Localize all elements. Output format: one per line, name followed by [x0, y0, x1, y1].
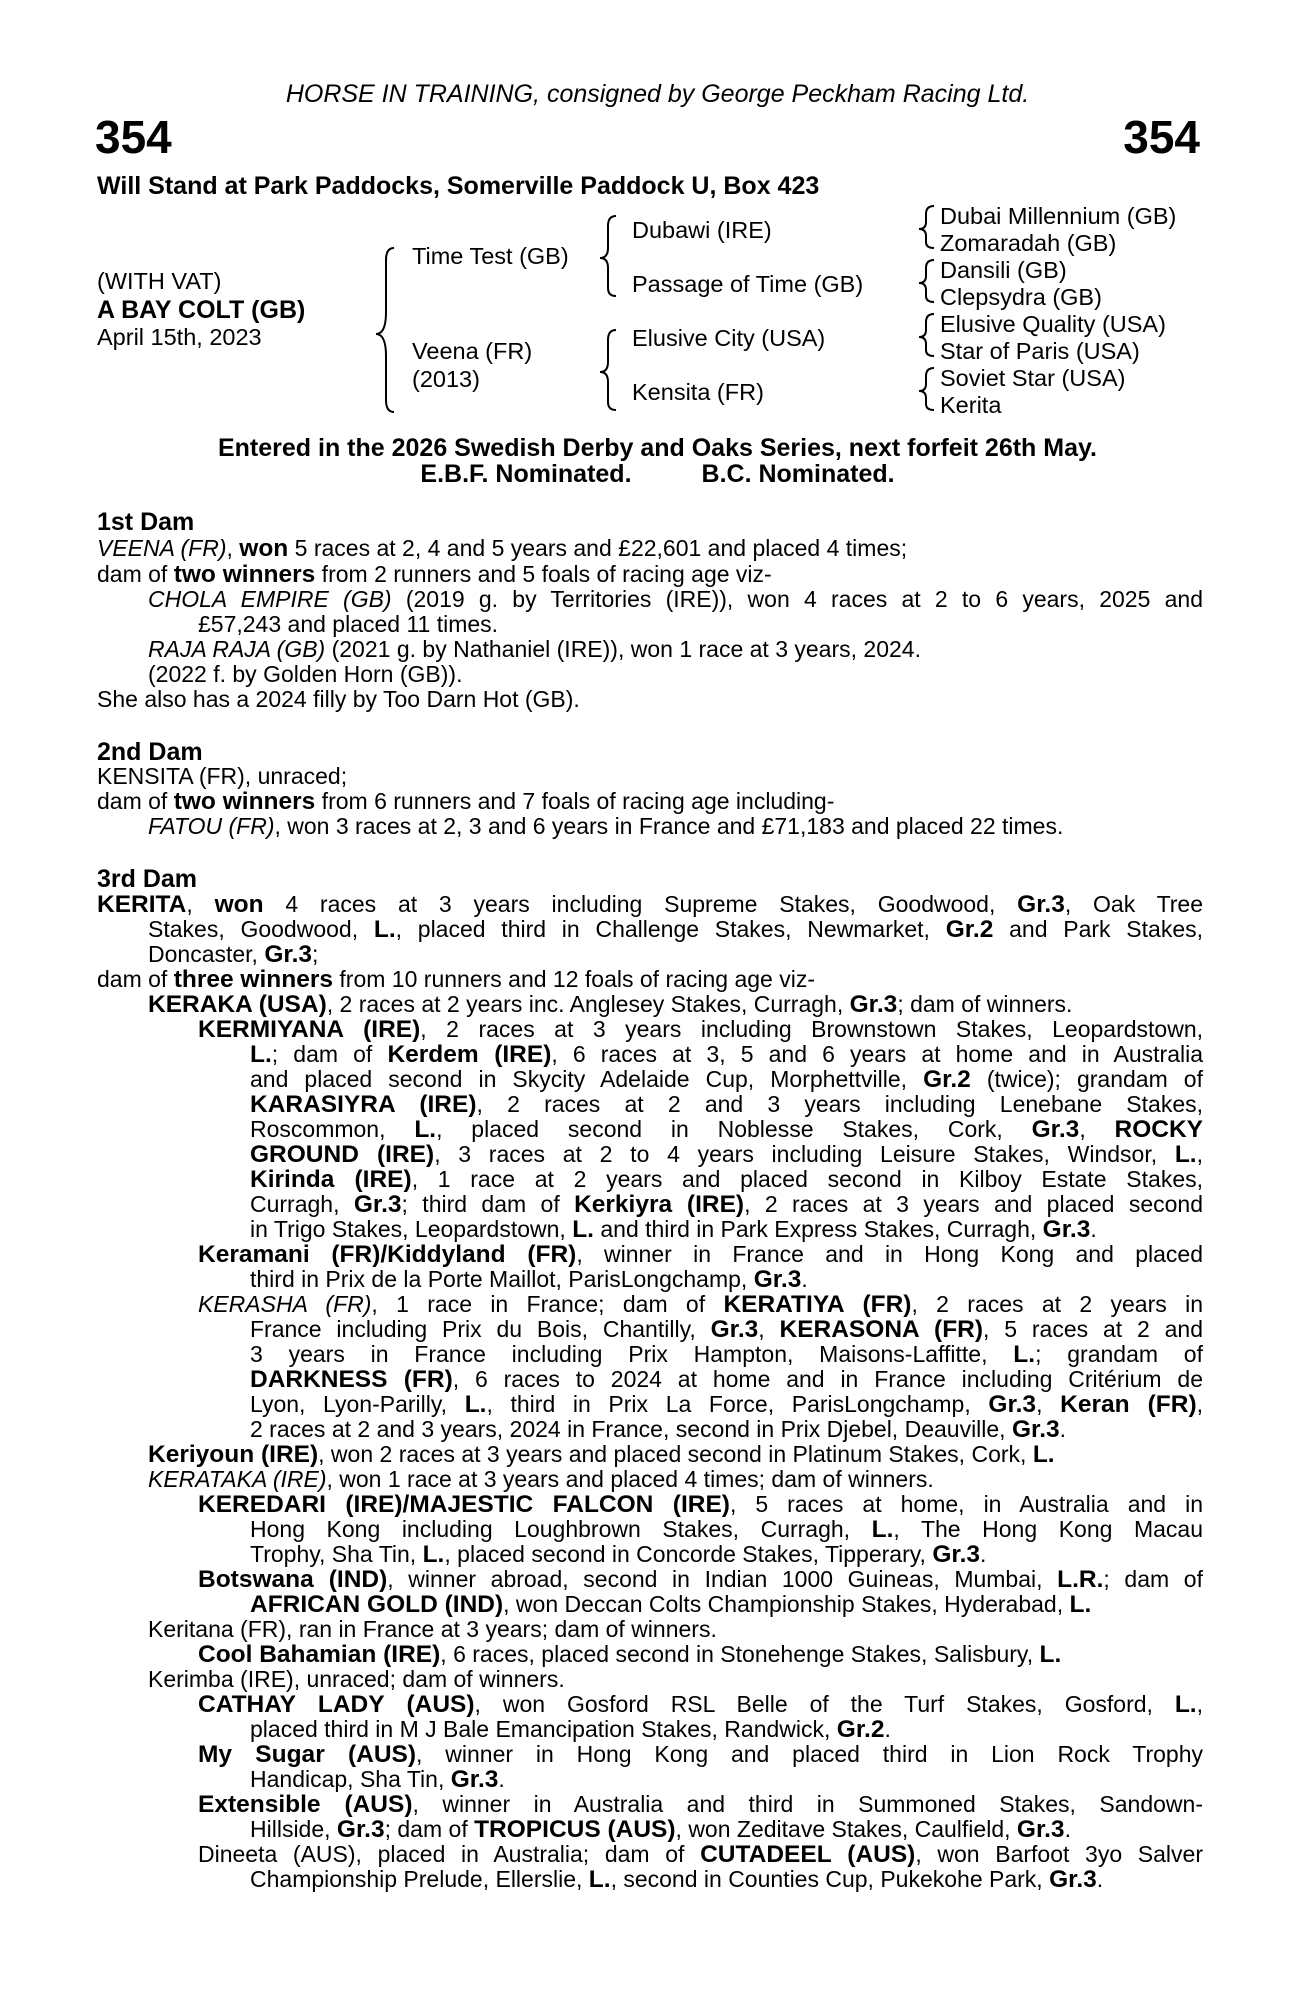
- third-dam-line-28: Botswana (IND), winner abroad, second in Indian 1000 Guineas, Mumbai, L.R.; dam of: [198, 1566, 1203, 1593]
- third-dam-line-23: Keriyoun (IRE), won 2 races at 3 years and placed second in Platinum Stakes, Cork, L.: [148, 1441, 1055, 1468]
- third-dam-line-32: Kerimba (IRE), unraced; dam of winners.: [148, 1666, 565, 1692]
- third-dam-line-20: DARKNESS (FR), 6 races to 2024 at home and in France including Critérium de: [250, 1366, 1203, 1393]
- first-dam-line-5: RAJA RAJA (GB) (2021 g. by Nathaniel (IRE)), won 1 race at 3 years, 2024.: [148, 636, 921, 662]
- sire: Time Test (GB): [412, 243, 569, 269]
- third-dam-line-31: Cool Bahamian (IRE), 6 races, placed second in Stonehenge Stakes, Salisbury, L.: [198, 1641, 1062, 1668]
- sire-dam: Passage of Time (GB): [632, 271, 864, 297]
- stand-location: Will Stand at Park Paddocks, Somerville Paddock U, Box 423: [97, 172, 820, 200]
- horse-name: A BAY COLT (GB): [97, 296, 306, 324]
- third-dam-line-18: France including Prix du Bois, Chantilly, Gr.3, KERASONA (FR), 5 races at 2 and: [250, 1316, 1203, 1343]
- third-dam-line-30: Keritana (FR), ran in France at 3 years; dam of winners.: [148, 1616, 717, 1642]
- granddam-8: Kerita: [940, 392, 1002, 418]
- third-dam-line-9: KARASIYRA (IRE), 2 races at 2 and 3 years including Lenebane Stakes,: [250, 1091, 1203, 1118]
- first-dam-line-3: CHOLA EMPIRE (GB) (2019 g. by Territories (IRE)), won 4 races at 2 to 6 years, 2025 and: [148, 586, 1203, 612]
- third-dam-line-3: Doncaster, Gr.3;: [148, 941, 319, 968]
- third-dam-line-12: Kirinda (IRE), 1 race at 2 years and placed second in Kilboy Estate Stakes,: [250, 1166, 1203, 1193]
- consignor-line: HORSE IN TRAINING, consigned by George Peckham Racing Ltd.: [285, 80, 1030, 108]
- second-dam-line-1: KENSITA (FR), unraced;: [97, 763, 348, 789]
- third-dam-line-1: KERITA, won 4 races at 3 years including Supreme Stakes, Goodwood, Gr.3, Oak Tree: [97, 891, 1204, 918]
- third-dam-line-27: Trophy, Sha Tin, L., placed second in Concorde Stakes, Tipperary, Gr.3.: [250, 1541, 987, 1568]
- third-dam-line-34: placed third in M J Bale Emancipation Stakes, Randwick, Gr.2.: [250, 1716, 891, 1743]
- lot-number-left: 354: [95, 111, 172, 163]
- third-dam-line-40: Championship Prelude, Ellerslie, L., second in Counties Cup, Pukekohe Park, Gr.3.: [250, 1866, 1104, 1893]
- granddam-6: Star of Paris (USA): [940, 338, 1140, 364]
- dam: Veena (FR): [412, 338, 533, 364]
- grandsire-3: Dansili (GB): [940, 257, 1067, 283]
- third-dam-line-15: Keramani (FR)/Kiddyland (FR), winner in France and in Hong Kong and placed: [198, 1241, 1203, 1268]
- third-dam-line-39: Dineeta (AUS), placed in Australia; dam of CUTADEEL (AUS), won Barfoot 3yo Salver: [198, 1841, 1203, 1868]
- granddam-2: Zomaradah (GB): [940, 230, 1117, 256]
- first-dam-line-2: dam of two winners from 2 runners and 5 foals of racing age viz-: [97, 561, 772, 588]
- third-dam-line-10: Roscommon, L., placed second in Noblesse Stakes, Cork, Gr.3, ROCKY: [250, 1116, 1204, 1143]
- first-dam-line-4: £57,243 and placed 11 times.: [198, 611, 499, 637]
- first-dam-line-7: She also has a 2024 filly by Too Darn Hot (GB).: [97, 686, 580, 712]
- bc-nominated: B.C. Nominated.: [701, 460, 895, 488]
- second-dam-line-3: FATOU (FR), won 3 races at 2, 3 and 6 years in France and £71,183 and placed 22 times.: [148, 813, 1064, 839]
- grandsire-7: Soviet Star (USA): [940, 365, 1126, 391]
- third-dam-heading: 3rd Dam: [97, 865, 198, 893]
- third-dam-line-37: Extensible (AUS), winner in Australia and third in Summoned Stakes, Sandown-: [198, 1791, 1203, 1818]
- third-dam-line-8: and placed second in Skycity Adelaide Cup, Morphettville, Gr.2 (twice); grandam of: [250, 1066, 1203, 1093]
- first-dam-line-1: VEENA (FR), won 5 races at 2, 4 and 5 years and £22,601 and placed 4 times;: [97, 535, 908, 562]
- grandsire-1: Dubai Millennium (GB): [940, 203, 1177, 229]
- third-dam-line-6: KERMIYANA (IRE), 2 races at 3 years including Brownstown Stakes, Leopardstown,: [198, 1016, 1203, 1043]
- dam-sire: Elusive City (USA): [632, 325, 826, 351]
- third-dam-line-14: in Trigo Stakes, Leopardstown, L. and third in Park Express Stakes, Curragh, Gr.3.: [250, 1216, 1097, 1243]
- third-dam-line-33: CATHAY LADY (AUS), won Gosford RSL Belle of the Turf Stakes, Gosford, L.,: [198, 1691, 1204, 1718]
- third-dam-line-4: dam of three winners from 10 runners and 12 foals of racing age viz-: [97, 966, 816, 993]
- third-dam-line-22: 2 races at 2 and 3 years, 2024 in France, second in Prix Djebel, Deauville, Gr.3.: [250, 1416, 1067, 1443]
- second-dam-line-2: dam of two winners from 6 runners and 7 foals of racing age including-: [97, 788, 835, 815]
- third-dam-line-11: GROUND (IRE), 3 races at 2 to 4 years including Leisure Stakes, Windsor, L.,: [250, 1141, 1203, 1168]
- first-dam-line-6: (2022 f. by Golden Horn (GB)).: [148, 661, 463, 687]
- third-dam-line-17: KERASHA (FR), 1 race in France; dam of KERATIYA (FR), 2 races at 2 years in: [198, 1291, 1203, 1318]
- nominations: [0, 460, 1315, 489]
- third-dam-line-5: KERAKA (USA), 2 races at 2 years inc. Anglesey Stakes, Curragh, Gr.3; dam of winners.: [148, 991, 1073, 1018]
- sire-sire: Dubawi (IRE): [632, 217, 772, 243]
- third-dam-line-16: third in Prix de la Porte Maillot, ParisLongchamp, Gr.3.: [250, 1266, 808, 1293]
- third-dam-line-35: My Sugar (AUS), winner in Hong Kong and placed third in Lion Rock Trophy: [198, 1741, 1203, 1768]
- entry-note: Entered in the 2026 Swedish Derby and Oaks Series, next forfeit 26th May.: [217, 434, 1097, 462]
- granddam-4: Clepsydra (GB): [940, 284, 1102, 310]
- third-dam-line-7: L.; dam of Kerdem (IRE), 6 races at 3, 5 and 6 years at home and in Australia: [250, 1041, 1204, 1068]
- third-dam-line-2: Stakes, Goodwood, L., placed third in Challenge Stakes, Newmarket, Gr.2 and Park Stakes,: [148, 916, 1203, 943]
- grandsire-5: Elusive Quality (USA): [940, 311, 1166, 337]
- second-dam-heading: 2nd Dam: [97, 738, 203, 766]
- ebf-nominated: E.B.F. Nominated.: [420, 460, 632, 488]
- first-dam-heading: 1st Dam: [97, 508, 195, 536]
- third-dam-line-26: Hong Kong including Loughbrown Stakes, Curragh, L., The Hong Kong Macau: [250, 1516, 1203, 1543]
- third-dam-line-19: 3 years in France including Prix Hampton, Maisons-Laffitte, L.; grandam of: [250, 1341, 1203, 1368]
- third-dam-line-21: Lyon, Lyon-Parilly, L., third in Prix La Force, ParisLongchamp, Gr.3, Keran (FR),: [250, 1391, 1203, 1418]
- third-dam-line-29: AFRICAN GOLD (IND), won Deccan Colts Championship Stakes, Hyderabad, L.: [250, 1591, 1092, 1618]
- third-dam-line-24: KERATAKA (IRE), won 1 race at 3 years and placed 4 times; dam of winners.: [148, 1466, 934, 1492]
- third-dam-line-38: Hillside, Gr.3; dam of TROPICUS (AUS), won Zeditave Stakes, Caulfield, Gr.3.: [250, 1816, 1071, 1843]
- third-dam-line-36: Handicap, Sha Tin, Gr.3.: [250, 1766, 505, 1793]
- third-dam-line-25: KEREDARI (IRE)/MAJESTIC FALCON (IRE), 5 races at home, in Australia and in: [198, 1491, 1204, 1518]
- dam-year: (2013): [412, 366, 480, 392]
- lot-number-right: 354: [1123, 111, 1200, 163]
- foaling-date: April 15th, 2023: [97, 324, 262, 350]
- third-dam-line-13: Curragh, Gr.3; third dam of Kerkiyra (IRE), 2 races at 3 years and placed second: [250, 1191, 1203, 1218]
- dam-dam: Kensita (FR): [632, 379, 764, 405]
- vat-note: (WITH VAT): [97, 268, 222, 294]
